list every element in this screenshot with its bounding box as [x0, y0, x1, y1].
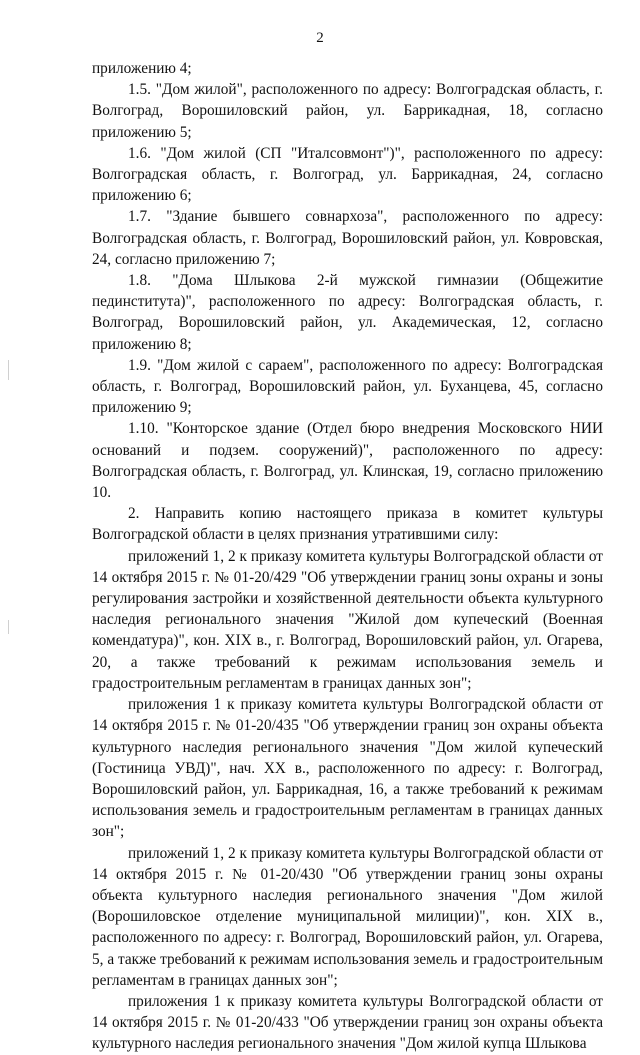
list-item-1-9: 1.9. "Дом жилой с сараем", расположенного по адресу: Волгоградская область, г. Волгоград, Ворошиловский район, ул. Буханцева, 45, согласно приложению 9;	[92, 356, 603, 417]
page-number: 2	[316, 30, 324, 46]
clause-2: 2. Направить копию настоящего приказа в комитет культуры Волгоградской области в целях признания утратившими силу:	[92, 505, 603, 544]
document-body	[92, 58, 603, 1055]
list-item-1-6: 1.6. "Дом жилой (СП "Италсовмонт")", расположенного по адресу: Волгоградская область, г. Волгоград, ул. Баррикадная, 24, согласно приложению 6;	[92, 144, 603, 205]
scan-margin-mark	[8, 360, 9, 380]
repeal-item-429: приложений 1, 2 к приказу комитета культуры Волгоградской области от 14 октября 2015 г. № 01-20/429 "Об утверждении границ зоны охраны и зоны регулирования застройки и хозяйственной деятельности объекта культурного наследия регионального значения "Жилой дом купеческий (Военная комендатура)", кон. XIX в., г. Волгоград, Ворошиловский район, ул. Огарева, 20, а также требований к режимам использования земель и градостроительным регламентам в границах данных зон";	[92, 547, 603, 692]
repeal-item-433: приложения 1 к приказу комитета культуры Волгоградской области от 14 октября 2015 г. № 01-20/433 "Об утверждении границ зон охраны объекта культурного наследия регионального значения "Дом жилой купца Шлыкова	[92, 992, 603, 1053]
list-item-1-10: 1.10. "Конторское здание (Отдел бюро внедрения Московского НИИ оснований и подзем. сооружений)", расположенного по адресу: Волгоградская область, г. Волгоград, ул. Клинская, 19, согласно приложению 10.	[92, 420, 603, 502]
list-item-1-5: 1.5. "Дом жилой", расположенного по адресу: Волгоградская область, г. Волгоград, Ворошиловский район, ул. Баррикадная, 18, согласно приложению 5;	[92, 81, 603, 141]
repeal-item-430: приложений 1, 2 к приказу комитета культуры Волгоградской области от 14 октября 2015 г. № 01-20/430 "Об утверждении границ зоны охраны объекта культурного наследия регионального значения "Дом жилой (Ворошиловское отделение муниципальной милиции)", кон. XIX в., расположенного по адресу: г. Волгоград, Ворошиловский район, ул. Огарева, 5, а также требований к режимам использования земель и градостроительным регламентам в границах данных зон";	[92, 844, 603, 989]
continuation-line: приложению 4;	[92, 60, 192, 77]
list-item-1-7: 1.7. "Здание бывшего совнархоза", расположенного по адресу: Волгоградская область, г. Волгоград, Ворошиловский район, ул. Ковровская, 24, согласно приложению 7;	[92, 208, 603, 268]
list-item-1-8: 1.8. "Дома Шлыкова 2-й мужской гимназии (Общежитие пединститута)", расположенного по адресу: Волгоградская область, г. Волгоград, Ворошиловский район, ул. Академическая, 12, согласно приложению 8;	[92, 272, 603, 353]
repeal-item-435: приложения 1 к приказу комитета культуры Волгоградской области от 14 октября 2015 г. № 01-20/435 "Об утверждении границ зон охраны объекта культурного наследия регионального значения "Дом жилой купеческий (Гостиница УВД)", нач. XX в., расположенного по адресу: г. Волгоград, Ворошиловский район, ул. Баррикадная, 16, а также требований к режимам использования земель и градостроительным регламентам в границах данных зон";	[92, 696, 603, 841]
scan-margin-mark	[8, 620, 9, 634]
